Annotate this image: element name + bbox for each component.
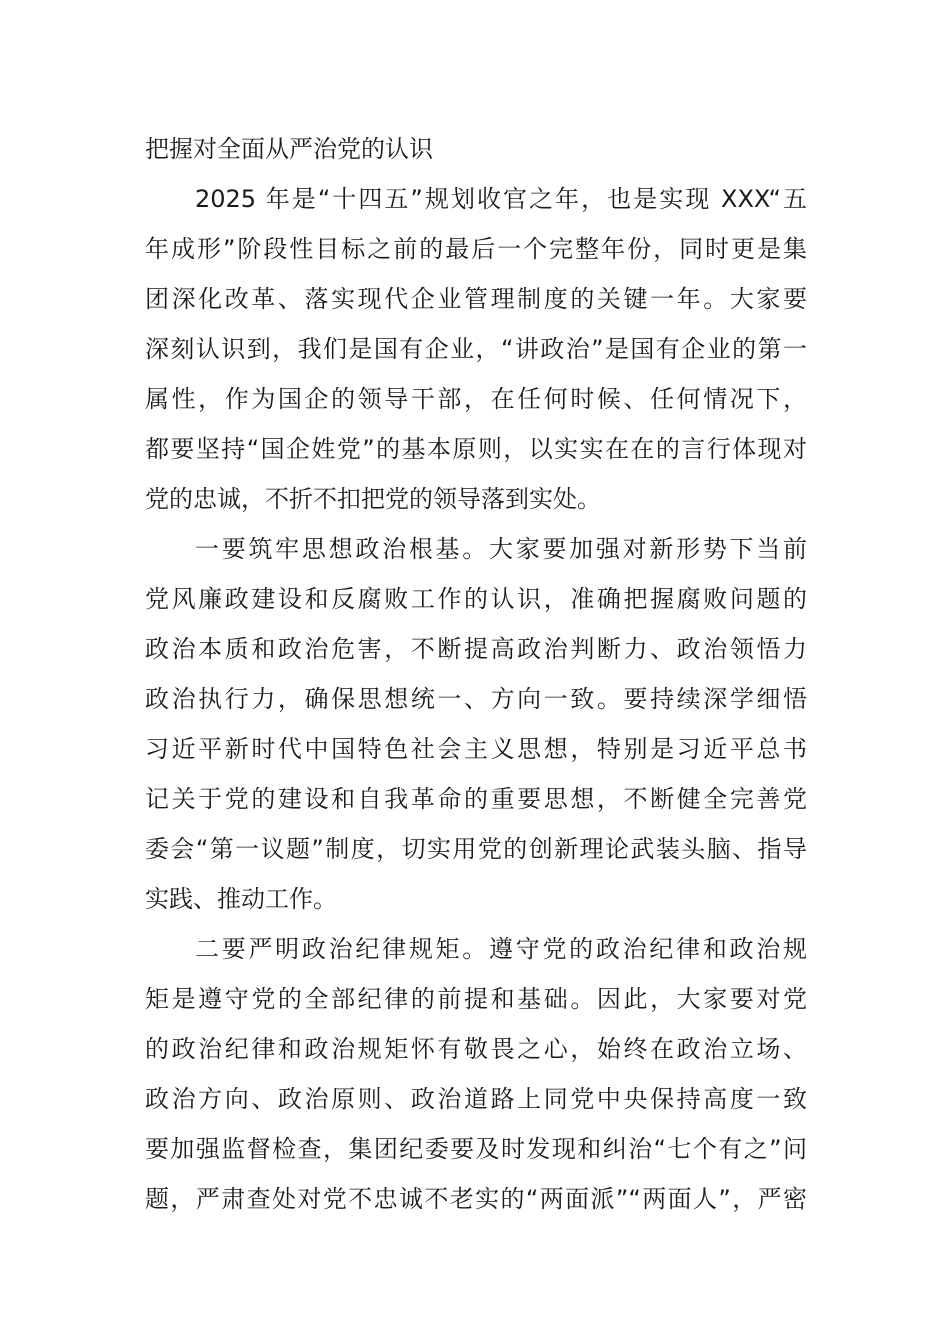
body-text-line: 深刻认识到，我们是国有企业，“讲政治”是国有企业的第一 (145, 335, 807, 363)
body-text-line: 都要坚持“国企姓党”的基本原则，以实实在在的言行体现对 (145, 435, 807, 463)
body-text-line: 党的忠诚，不折不扣把党的领导落到实处。 (145, 485, 601, 513)
body-text-line: 政治执行力，确保思想统一、方向一致。要持续深学细悟 (145, 685, 807, 713)
body-text-line: 年成形”阶段性目标之前的最后一个完整年份，同时更是集 (145, 235, 807, 263)
body-text-line: 团深化改革、落实现代企业管理制度的关键一年。大家要 (145, 285, 807, 313)
body-text-line: 记关于党的建设和自我革命的重要思想，不断健全完善党 (145, 785, 807, 813)
body-text-line: 委会“第一议题”制度，切实用党的创新理论武装头脑、指导 (145, 835, 807, 863)
body-text-line: 政治本质和政治危害，不断提高政治判断力、政治领悟力 (145, 635, 807, 663)
body-text-line: 的政治纪律和政治规矩怀有敬畏之心，始终在政治立场、 (145, 1035, 807, 1063)
body-text-line: 矩是遵守党的全部纪律的前提和基础。因此，大家要对党 (145, 985, 807, 1013)
body-text-line: 属性，作为国企的领导干部，在任何时候、任何情况下， (145, 385, 807, 413)
body-text-line: 题，严肃查处对党不忠诚不老实的“两面派”“两面人”，严密 (145, 1185, 807, 1213)
body-text-line: 二要严明政治纪律规矩。遵守党的政治纪律和政治规 (195, 935, 807, 963)
body-text-line: 要加强监督检查，集团纪委要及时发现和纠治“七个有之”问 (145, 1135, 807, 1163)
body-text-line: 政治方向、政治原则、政治道路上同党中央保持高度一致 (145, 1085, 807, 1113)
section-heading: 把握对全面从严治党的认识 (145, 135, 433, 163)
body-text-line: 实践、推动工作。 (145, 885, 337, 913)
body-text-line: 习近平新时代中国特色社会主义思想，特别是习近平总书 (145, 735, 807, 763)
body-text-line: 一要筑牢思想政治根基。大家要加强对新形势下当前 (195, 535, 807, 563)
document-body (145, 124, 807, 1224)
body-text-line: 2025 年是“十四五”规划收官之年，也是实现 XXX“五 (195, 185, 807, 213)
body-text-line: 党风廉政建设和反腐败工作的认识，准确把握腐败问题的 (145, 585, 807, 613)
